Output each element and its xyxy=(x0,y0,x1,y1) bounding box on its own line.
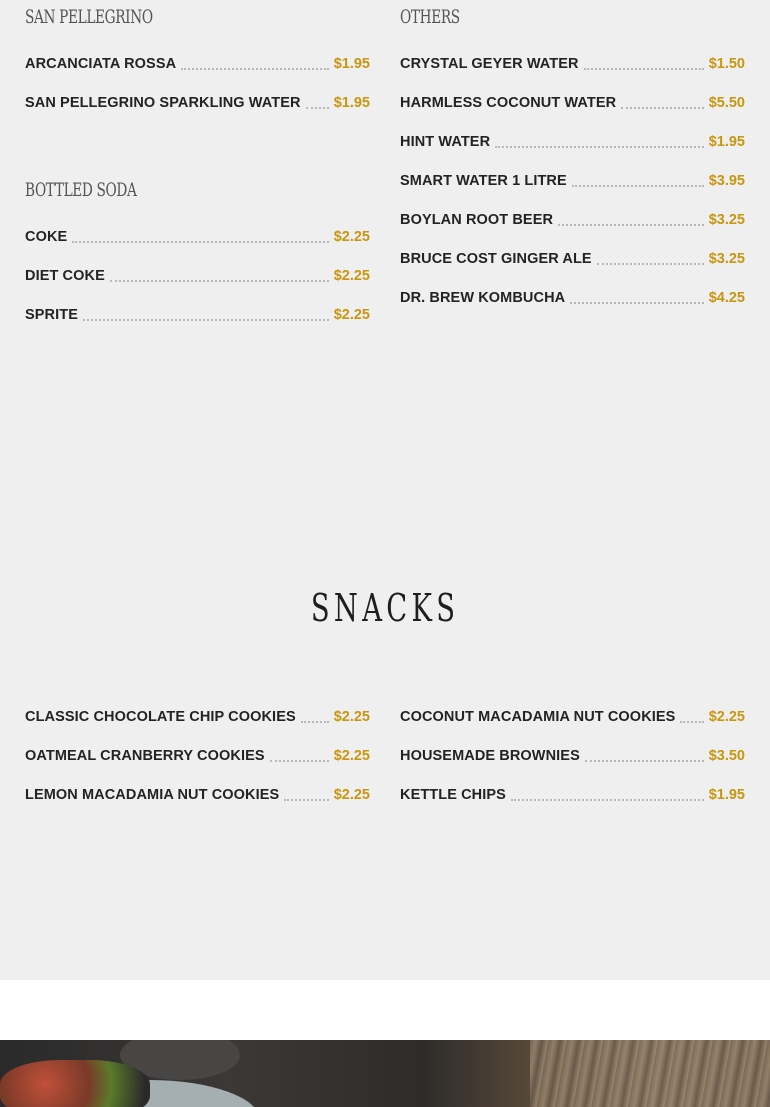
menu-item-price: $1.95 xyxy=(333,95,370,111)
menu-item xyxy=(400,744,745,764)
menu-item xyxy=(400,130,745,150)
dot-leader xyxy=(570,301,703,304)
menu-item-name: ARCANCIATA ROSSA xyxy=(25,56,177,72)
dot-leader xyxy=(306,106,329,109)
dot-leader xyxy=(495,145,704,148)
menu-item-price: $5.50 xyxy=(708,95,745,111)
dot-leader xyxy=(110,279,329,282)
menu-item xyxy=(400,169,745,189)
menu-item xyxy=(25,264,370,284)
food-shape xyxy=(0,1060,150,1107)
menu-item xyxy=(400,286,745,306)
dot-leader xyxy=(511,798,704,801)
menu-item-name: BOYLAN ROOT BEER xyxy=(400,212,554,228)
menu-item-price: $1.95 xyxy=(708,134,745,150)
menu-item-name: DIET COKE xyxy=(25,268,105,284)
menu-item xyxy=(25,225,370,245)
menu-item-name: OATMEAL CRANBERRY COOKIES xyxy=(25,748,265,764)
menu-item-price: $3.25 xyxy=(708,212,745,228)
menu-item-price: $2.25 xyxy=(333,787,370,803)
dot-leader xyxy=(621,106,704,109)
menu-item-price: $1.95 xyxy=(333,56,370,72)
menu-item-name: COCONUT MACADAMIA NUT COOKIES xyxy=(400,709,676,725)
menu-item xyxy=(25,303,370,323)
dot-leader xyxy=(597,262,704,265)
menu-item xyxy=(25,52,370,72)
snacks-heading: SNACKS xyxy=(310,586,460,630)
menu-item-price: $3.25 xyxy=(708,251,745,267)
menu-item-name: CRYSTAL GEYER WATER xyxy=(400,56,579,72)
section-title-bottled-soda: BOTTLED SODA xyxy=(25,179,137,201)
wood-texture xyxy=(530,1040,770,1107)
menu-item-price: $2.25 xyxy=(333,229,370,245)
menu-item-name: CLASSIC CHOCOLATE CHIP COOKIES xyxy=(25,709,296,725)
menu-item-price: $3.50 xyxy=(708,748,745,764)
section-bottled-soda xyxy=(25,179,370,201)
menu-item-price: $4.25 xyxy=(708,290,745,306)
menu-item-name: SAN PELLEGRINO SPARKLING WATER xyxy=(25,95,301,111)
dot-leader xyxy=(680,720,703,723)
menu-item-name: HINT WATER xyxy=(400,134,491,150)
menu-item-price: $1.95 xyxy=(708,787,745,803)
menu-item xyxy=(25,705,370,725)
menu-item-name: HOUSEMADE BROWNIES xyxy=(400,748,580,764)
dot-leader xyxy=(284,798,328,801)
menu-item-name: SPRITE xyxy=(25,307,78,323)
dot-leader xyxy=(558,223,704,226)
section-san-pellegrino xyxy=(25,6,370,28)
dot-leader xyxy=(572,184,704,187)
menu-item xyxy=(400,91,745,111)
menu-item-name: HARMLESS COCONUT WATER xyxy=(400,95,617,111)
menu-item xyxy=(400,783,745,803)
menu-item xyxy=(400,247,745,267)
section-others xyxy=(400,6,745,28)
section-title-others: OTHERS xyxy=(400,6,460,28)
menu-item xyxy=(400,52,745,72)
menu-item-name: DR. BREW KOMBUCHA xyxy=(400,290,566,306)
menu-item-price: $2.25 xyxy=(708,709,745,725)
menu-item xyxy=(400,705,745,725)
menu-item-price: $2.25 xyxy=(333,709,370,725)
menu-item xyxy=(25,783,370,803)
menu-item-name: BRUCE COST GINGER ALE xyxy=(400,251,592,267)
menu-item xyxy=(25,91,370,111)
menu-item-price: $2.25 xyxy=(333,748,370,764)
dot-leader xyxy=(585,759,704,762)
menu-item-name: LEMON MACADAMIA NUT COOKIES xyxy=(25,787,280,803)
menu-item-price: $1.50 xyxy=(708,56,745,72)
menu-item-name: KETTLE CHIPS xyxy=(400,787,506,803)
dot-leader xyxy=(301,720,329,723)
menu-item-name: SMART WATER 1 LITRE xyxy=(400,173,567,189)
menu-item-name: COKE xyxy=(25,229,68,245)
menu-item xyxy=(25,744,370,764)
menu-item xyxy=(400,208,745,228)
section-divider xyxy=(0,980,770,1040)
dot-leader xyxy=(72,240,328,243)
food-photo xyxy=(0,1040,770,1107)
dot-leader xyxy=(584,67,704,70)
section-title-san-pellegrino: SAN PELLEGRINO xyxy=(25,6,153,28)
dot-leader xyxy=(181,67,329,70)
menu-item-price: $2.25 xyxy=(333,268,370,284)
dot-leader xyxy=(270,759,329,762)
section-title-snacks xyxy=(0,586,770,630)
menu-item-price: $2.25 xyxy=(333,307,370,323)
dot-leader xyxy=(83,318,329,321)
menu-item-price: $3.95 xyxy=(708,173,745,189)
